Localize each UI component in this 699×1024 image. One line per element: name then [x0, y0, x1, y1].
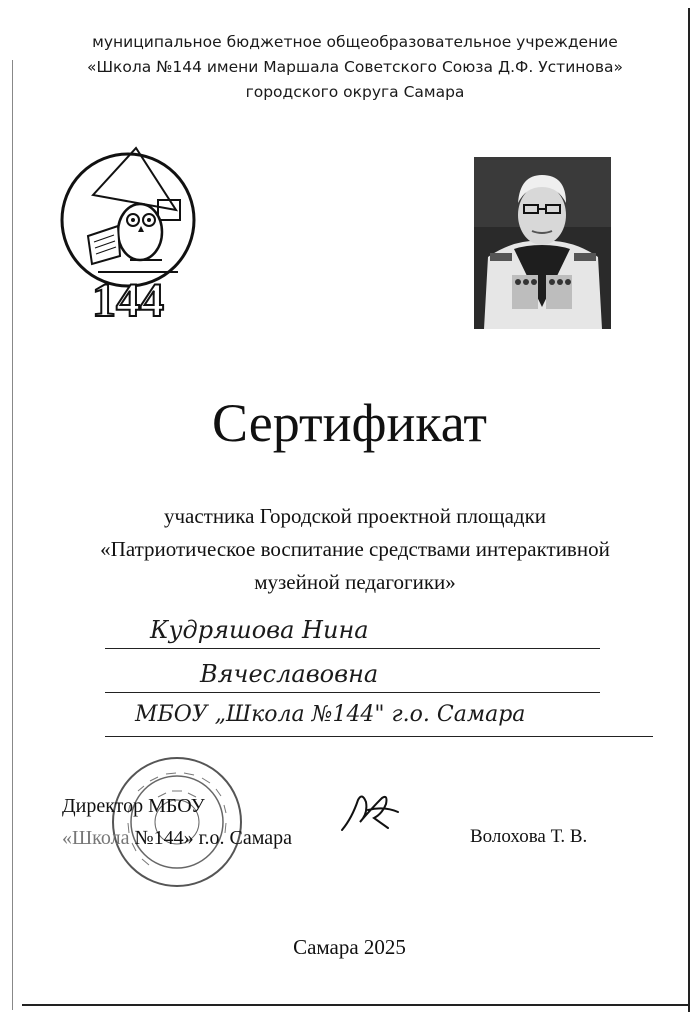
header-line-3: городского округа Самара: [245, 83, 465, 101]
school-emblem-logo: [58, 140, 198, 330]
page-border-right: [688, 8, 690, 1012]
director-signature: [338, 788, 408, 838]
director-block: [62, 790, 292, 854]
certificate-title: Сертификат: [212, 393, 487, 453]
subtitle-line-3: музейной педагогики»: [254, 570, 456, 594]
recipient-patronymic: Вячеславовна: [200, 660, 379, 688]
director-name: Волохова Т. В.: [470, 826, 588, 847]
director-school: [62, 822, 292, 854]
page-border-bottom: [22, 1004, 690, 1006]
director-school-suffix: №144» г.о. Самара: [134, 827, 293, 849]
recipient-line-2-rule: [105, 692, 600, 693]
page-border-left: [12, 60, 13, 1010]
header-line-1: муниципальное бюджетное общеобразовательное учреждение: [92, 33, 618, 51]
header-line-2: «Школа №144 имени Маршала Советского Союза Д.Ф. Устинова»: [86, 58, 623, 76]
recipient-name: Кудряшова Нина: [150, 616, 369, 644]
director-school-prefix: «Школа: [62, 827, 130, 849]
school-header: [60, 30, 650, 105]
director-title: Директор МБОУ: [62, 795, 205, 817]
portrait-photo: [474, 157, 611, 329]
certificate-subtitle: [40, 500, 670, 599]
emblem-number: 144: [92, 274, 164, 327]
subtitle-line-2: «Патриотическое воспитание средствами интерактивной: [100, 537, 610, 561]
subtitle-line-1: участника Городской проектной площадки: [163, 504, 547, 528]
recipient-line-1-rule: [105, 648, 600, 649]
recipient-school: МБОУ „Школа №144" г.о. Самара: [135, 702, 526, 727]
recipient-line-3-rule: [105, 736, 653, 737]
city-year: Самара 2025: [293, 935, 406, 959]
